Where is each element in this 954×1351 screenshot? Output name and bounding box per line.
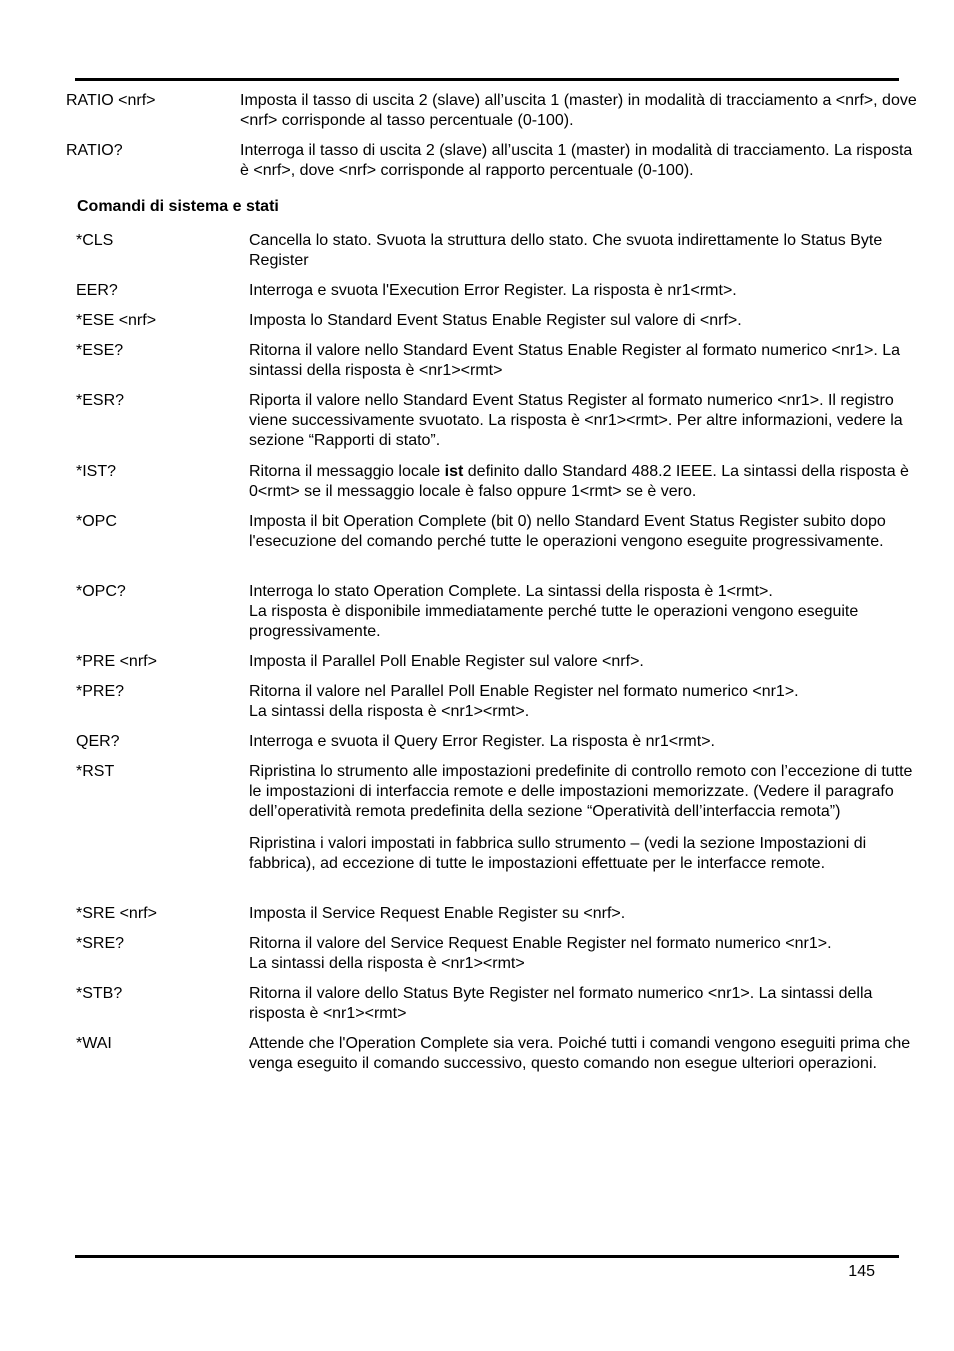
command-description: Interroga e svuota l'Execution Error Register. La risposta è nr1<rmt>. [249, 282, 737, 299]
command-description: Ritorna il messaggio locale ist definito dallo Standard 488.2 IEEE. La sintassi della risposta è 0<rmt> se il messaggio locale è falso oppure 1<rmt> se è vero. [249, 463, 909, 500]
section-heading: Comandi di sistema e stati [77, 198, 279, 215]
command-description: Interroga lo stato Operation Complete. La sintassi della risposta è 1<rmt>. La risposta è disponibile immediatamente perché tutte le operazioni vengono eseguite progressivamente. [249, 583, 859, 640]
command-name: *SRE? [76, 935, 125, 952]
command-description: Interroga il tasso di uscita 2 (slave) all’uscita 1 (master) in modalità di tracciamento. La risposta è <nrf>, dove <nrf> corrisponde al rapporto percentuale (0-100). [240, 142, 913, 179]
bold-term: ist [444, 463, 464, 480]
command-name: RATIO <nrf> [66, 92, 156, 109]
command-description: Ritorna il valore dello Status Byte Register nel formato numerico <nr1>. La sintassi della risposta è <nr1><rmt> [249, 985, 873, 1022]
command-description: Imposta il bit Operation Complete (bit 0) nello Standard Event Status Register subito dopo l'esecuzione del comando perché tutte le operazioni vengono eseguite progressivamente. [249, 513, 886, 550]
command-description: Ritorna il valore nello Standard Event Status Enable Register al formato numerico <nr1>. La sintassi della risposta è <nr1><rmt> [249, 342, 901, 379]
command-name: *PRE? [76, 683, 125, 700]
command-name: *ESE <nrf> [76, 312, 157, 329]
command-name: RATIO? [66, 142, 123, 159]
command-description: Ritorna il valore del Service Request Enable Register nel formato numerico <nr1>. La sintassi della risposta è <nr1><rmt> [249, 935, 832, 972]
command-description: Imposta il Service Request Enable Register su <nrf>. [249, 905, 626, 922]
command-name: *PRE <nrf> [76, 653, 157, 670]
command-name: *WAI [76, 1035, 112, 1052]
command-description: Riporta il valore nello Standard Event Status Register al formato numerico <nr1>. Il registro viene successivamente svuotato. La risposta è <nr1><rmt>. Per altre informazioni, vedere la sezione “Rapporti di stato”. [249, 392, 903, 449]
command-description: Cancella lo stato. Svuota la struttura dello stato. Che svuota indirettamente lo Status Byte Register [249, 232, 883, 269]
footer-rule [75, 1255, 899, 1258]
command-description: Imposta lo Standard Event Status Enable Register sul valore di <nrf>. [249, 312, 742, 329]
command-description: Ritorna il valore nel Parallel Poll Enable Register nel formato numerico <nr1>. La sintassi della risposta è <nr1><rmt>. [249, 683, 799, 720]
command-name: *OPC? [76, 583, 126, 600]
command-name: *STB? [76, 985, 123, 1002]
command-name: *SRE <nrf> [76, 905, 157, 922]
command-description: Imposta il Parallel Poll Enable Register sul valore <nrf>. [249, 653, 644, 670]
command-description: Imposta il tasso di uscita 2 (slave) all’uscita 1 (master) in modalità di tracciamento a <nrf>, dove <nrf> corrisponde al tasso percentuale (0-100). [240, 92, 917, 129]
command-description: Interroga e svuota il Query Error Register. La risposta è nr1<rmt>. [249, 733, 715, 750]
command-name: *ESE? [76, 342, 124, 359]
command-name: *IST? [76, 463, 117, 480]
command-description-extra: Ripristina i valori impostati in fabbrica sullo strumento – (vedi la sezione Impostazioni di fabbrica), ad eccezione di tutte le impostazioni effettuate per le interfacce remote. [249, 835, 867, 872]
command-name: *OPC [76, 513, 117, 530]
command-name: *RST [76, 763, 115, 780]
command-name: *CLS [76, 232, 114, 249]
page-number: 145 [848, 1263, 875, 1280]
command-description: Ripristina lo strumento alle impostazioni predefinite di controllo remoto con l’eccezione di tutte le impostazioni di interfaccia remote e delle impostazioni memorizzate. (Vedere il paragrafo dell’operatività remota predefinita della sezione “Operatività dell’interfaccia remota”) [249, 763, 913, 820]
command-name: EER? [76, 282, 118, 299]
command-name: QER? [76, 733, 120, 750]
header-rule [75, 78, 899, 81]
command-name: *ESR? [76, 392, 125, 409]
command-description: Attende che l'Operation Complete sia vera. Poiché tutti i comandi vengono eseguiti prima che venga eseguito il comando successivo, questo comando non esegue ulteriori operazioni. [249, 1035, 911, 1072]
